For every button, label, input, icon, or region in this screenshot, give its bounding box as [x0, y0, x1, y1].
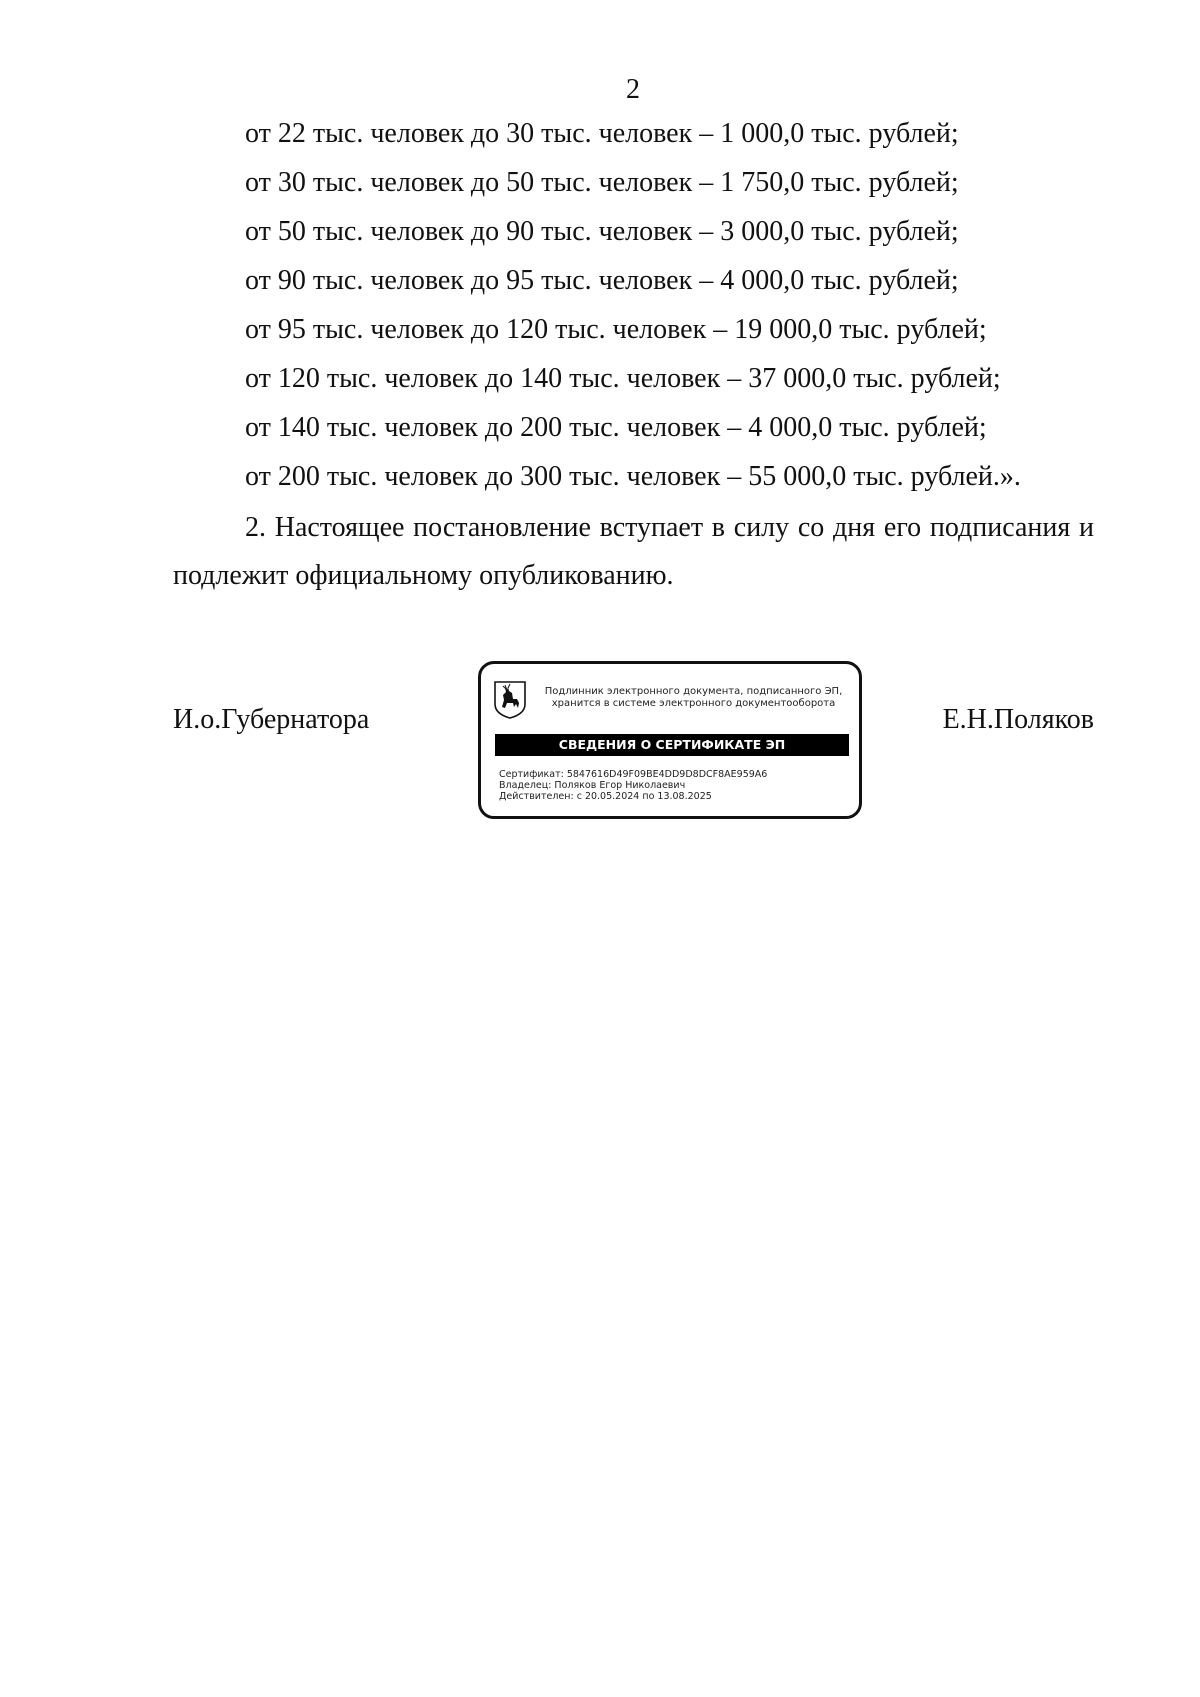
- signatory-name: Е.Н.Поляков: [942, 704, 1094, 735]
- stamp-details: [499, 769, 767, 802]
- certificate-validity: Действителен: с 20.05.2024 по 13.08.2025: [499, 791, 712, 802]
- rate-line: от 120 тыс. человек до 140 тыс. человек – 37 000,0 тыс. рублей;: [245, 363, 1001, 394]
- stamp-title: СВЕДЕНИЯ О СЕРТИФИКАТЕ ЭП: [495, 734, 849, 756]
- page-number: 2: [626, 74, 640, 105]
- rate-line: от 200 тыс. человек до 300 тыс. человек – 55 000,0 тыс. рублей.».: [245, 461, 1021, 492]
- certificate-number: Сертификат: 5847616D49F09BE4DD9D8DCF8AE959A6: [499, 769, 768, 780]
- electronic-signature-stamp: [478, 661, 862, 819]
- rate-line: от 140 тыс. человек до 200 тыс. человек – 4 000,0 тыс. рублей;: [245, 412, 987, 443]
- rate-line: от 90 тыс. человек до 95 тыс. человек – 4 000,0 тыс. рублей;: [245, 265, 959, 296]
- deer-crest-icon: [493, 680, 527, 720]
- stamp-note: Подлинник электронного документа, подписанного ЭП, хранится в системе электронного документооборота: [544, 686, 843, 709]
- rate-line: от 95 тыс. человек до 120 тыс. человек – 19 000,0 тыс. рублей;: [245, 314, 987, 345]
- signatory-position: И.о.Губернатора: [173, 704, 370, 735]
- rate-line: от 30 тыс. человек до 50 тыс. человек – 1 750,0 тыс. рублей;: [245, 167, 959, 198]
- rate-line: от 50 тыс. человек до 90 тыс. человек – 3 000,0 тыс. рублей;: [245, 216, 959, 247]
- rate-line: от 22 тыс. человек до 30 тыс. человек – 1 000,0 тыс. рублей;: [245, 118, 959, 149]
- certificate-owner: Владелец: Поляков Егор Николаевич: [499, 780, 686, 791]
- effective-date-paragraph: 2. Настоящее постановление вступает в силу со дня его подписания и подлежит официальному опубликованию.: [173, 512, 1094, 591]
